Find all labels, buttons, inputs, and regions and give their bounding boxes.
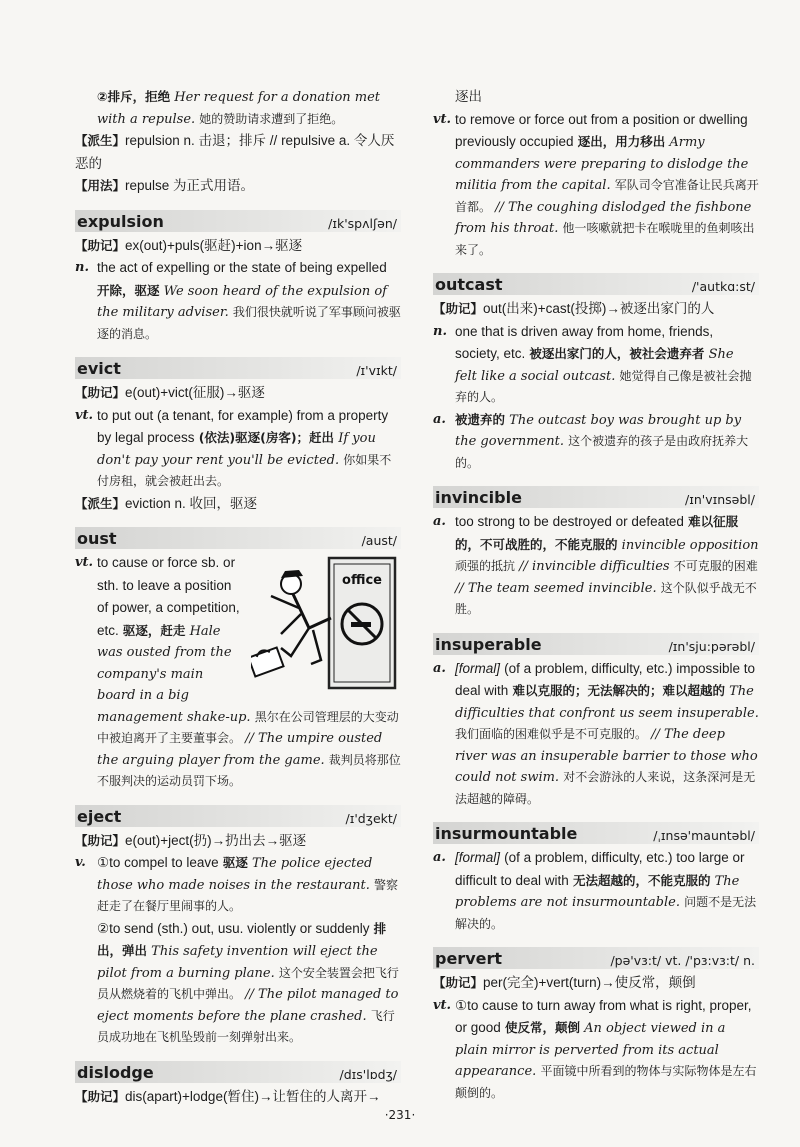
- headword-bar: [433, 273, 759, 295]
- figure-legs-shape: [281, 628, 321, 664]
- derived-text: eviction n. 收回，驱逐: [125, 495, 258, 511]
- right-column: [433, 86, 759, 1116]
- pronunciation: /'autkɑ:st/: [691, 279, 755, 294]
- definition-cn: 难以克服的；无法解决的；难以超越的: [512, 683, 725, 698]
- example-cn: 她的赞助请求遭到了拒绝。: [199, 111, 344, 126]
- headword: insurmountable: [435, 824, 578, 843]
- definition-en: ①to cause to turn away from what is right, proper, or good: [455, 997, 752, 1035]
- example-cn: 军队司令官准备让民兵离开首都。: [455, 178, 759, 214]
- part-of-speech: n.: [433, 323, 447, 339]
- example: The police ejected those who made noises in the restaurant.: [97, 856, 373, 893]
- headword-bar: [75, 1061, 401, 1083]
- part-of-speech: n.: [75, 260, 89, 275]
- pronunciation: /ɪk'spʌlʃən/: [328, 215, 397, 231]
- mnemonic: e(out)+ject(扔)→扔出去→驱逐: [125, 832, 307, 848]
- entry-invincible: [433, 486, 759, 621]
- example-cn: 这个队似乎战无不胜。: [455, 580, 757, 616]
- example: // invincible difficulties: [519, 559, 670, 574]
- definition-cn: 无法超越的，不能克服的: [572, 872, 711, 888]
- headword-bar: [75, 527, 401, 549]
- example: Hale was ousted from the company's main board in a big management shake-up.: [97, 623, 251, 725]
- definition-en: (of a problem, difficulty, etc.) impossible to deal with: [455, 660, 756, 698]
- mnemonic: dis(apart)+lodge(暂住)→让暂住的人离开→: [125, 1088, 381, 1104]
- definition-en: one that is driven away from home, friends, society, etc.: [455, 323, 714, 361]
- definition-cn: 难以征服的，不可战胜的，不能克服的: [455, 514, 739, 552]
- example-cn: 问题不是无法解决的。: [455, 895, 757, 931]
- definition-cn: 使反常，颠倒: [504, 1020, 580, 1035]
- headword-bar: [433, 633, 759, 655]
- example: // The coughing dislodged the fishbone from his throat.: [455, 199, 752, 236]
- part-of-speech: vt.: [433, 111, 452, 127]
- example-cn: 你如果不付房租，就会被赶出去。: [97, 452, 392, 488]
- headword-bar: [433, 486, 759, 508]
- example: The problems are not insurmountable.: [455, 873, 740, 910]
- headword: expulsion: [77, 211, 164, 231]
- definition-cn: (依法)驱逐(房客)；赶出: [198, 430, 335, 445]
- definition-cn: 驱逐: [222, 855, 248, 870]
- pronunciation: /aust/: [361, 533, 397, 548]
- headword: dislodge: [77, 1062, 154, 1082]
- pronunciation: /ˌɪnsə'mauntəbl/: [653, 828, 755, 843]
- pronunciation: /ɪ'vɪkt/: [356, 363, 397, 378]
- part-of-speech: vt.: [75, 407, 94, 423]
- headword: pervert: [435, 949, 503, 968]
- example: This safety invention will eject the pilot from a burning plane.: [97, 944, 378, 981]
- definition-en: to remove or force out from a position or dwelling previously occupied: [455, 111, 748, 149]
- mnemonic: out(出来)+cast(投掷)→被逐出家门的人: [483, 301, 715, 316]
- example: If you don't pay your rent you'll be evicted.: [97, 431, 376, 468]
- office-sign: office: [342, 573, 382, 588]
- example-cn: 裁判员将那位不服判决的运动员罚下场。: [97, 752, 401, 788]
- example-cn: 警察赶走了在餐厅里闹事的人。: [97, 877, 398, 913]
- entry-dislodge: [433, 86, 759, 261]
- entry-insurmountable: [433, 822, 759, 935]
- mnemonic-label: 【助记】: [75, 385, 126, 400]
- example-cn: 我们很快就听说了军事顾问被驱逐的消息。: [97, 305, 401, 341]
- definition-en: the act of expelling or the state of being expelled: [97, 260, 387, 275]
- oust-illustration: [251, 556, 401, 692]
- figure-hat-shape: [281, 570, 303, 578]
- mnemonic-label: 【助记】: [75, 832, 126, 848]
- example: The outcast boy was brought up by the government.: [455, 412, 742, 449]
- register-label: [formal]: [455, 660, 501, 676]
- part-of-speech: v.: [75, 855, 86, 870]
- headword-bar: [75, 357, 401, 379]
- example: // The umpire ousted the arguing player from the game.: [97, 731, 383, 768]
- example-cn: 这个安全装置会把飞行员从燃烧着的飞机中弹出。: [97, 965, 399, 1001]
- definition-cn: 开除，驱逐: [97, 282, 160, 298]
- definition-en: ②to send (sth.) out, usu. violently or suddenly: [97, 920, 370, 936]
- derived-text: repulsion n. 击退；排斥 // repulsive a. 令人厌恶的: [75, 133, 395, 171]
- definition-en: ①to compel to leave: [97, 855, 219, 870]
- example-cn: 平面镜中所看到的物体与实际物体是左右颠倒的。: [455, 1064, 757, 1100]
- definition-en: to cause or force sb. or sth. to leave a position of power, a competition, etc.: [97, 555, 240, 638]
- example-cn: 她觉得自己像是被社会抛弃的人。: [455, 368, 752, 404]
- mnemonic-label: 【助记】: [433, 301, 484, 316]
- mnemonic-label: 【助记】: [75, 237, 126, 253]
- example: She felt like a social outcast.: [455, 347, 734, 384]
- example-cn: 对不会游泳的人来说，这条深河是无法超越的障碍。: [455, 770, 756, 806]
- pronunciation: /ɪn'sju:pərəbl/: [668, 638, 755, 654]
- headword: eject: [77, 806, 122, 826]
- headword-bar: [75, 805, 401, 827]
- page-number: ·231·: [384, 1108, 416, 1122]
- definition-en: (of a problem, difficulty, etc.) too large or difficult to deal with: [455, 850, 745, 888]
- mnemonic-label: 【助记】: [433, 975, 484, 990]
- entry-oust: [75, 527, 401, 793]
- pronunciation: /pə'vɜ:t/ vt. /'pɜ:vɜ:t/ n.: [610, 953, 755, 968]
- example: An object viewed in a plain mirror is perverted from its actual appearance.: [455, 1021, 726, 1079]
- headword: oust: [77, 529, 117, 548]
- headword-bar: [433, 947, 759, 969]
- mnemonic: per(完全)+vert(turn)→使反常，颠倒: [483, 975, 696, 990]
- mnemonic-continuation: 逐出: [455, 89, 482, 104]
- example-cn: 我们面临的困难似乎是不可克服的。: [455, 727, 648, 741]
- pronunciation: /ɪn'vɪnsəbl/: [684, 492, 755, 507]
- pronunciation: /ɪ'dʒekt/: [345, 810, 397, 826]
- definition-cn: 驱逐，赶走: [122, 622, 186, 638]
- example: Her request for a donation met with a repulse.: [97, 90, 381, 127]
- headword: insuperable: [435, 634, 542, 654]
- entry-pervert: [433, 947, 759, 1104]
- sense-cn: ②排斥，拒绝: [97, 89, 171, 104]
- part-of-speech: vt.: [433, 997, 452, 1013]
- derived-label: 【派生】: [75, 495, 126, 511]
- definition-cn: 被遗弃的: [455, 411, 506, 427]
- entry-expulsion: [75, 210, 401, 346]
- entry-repulse-continuation: [75, 86, 401, 198]
- mnemonic: e(out)+vict(征服)→驱逐: [125, 385, 265, 400]
- headword-bar: [433, 822, 759, 844]
- part-of-speech: a.: [433, 514, 446, 529]
- mnemonic: ex(out)+puls(驱赶)+ion→驱逐: [125, 237, 303, 253]
- register-label: [formal]: [455, 850, 501, 865]
- example-cn: 黑尔在公司管理层的大变动中被迫离开了主要董事会。: [97, 709, 399, 745]
- example-cn: 顽强的抵抗: [455, 559, 516, 573]
- part-of-speech: vt.: [75, 555, 94, 570]
- example: // The team seemed invincible.: [455, 580, 657, 596]
- part-of-speech: a.: [433, 850, 446, 865]
- definition-cn: 逐出，用力移出: [577, 134, 666, 149]
- definition-en: too strong to be destroyed or defeated: [455, 514, 684, 529]
- definition-cn: 被逐出家门的人，被社会遗弃者: [529, 346, 705, 361]
- entry-eject: [75, 805, 401, 1049]
- headword: outcast: [435, 275, 503, 294]
- example: Army commanders were preparing to dislodge the militia from the capital.: [455, 135, 749, 193]
- derived-label: 【派生】: [75, 133, 126, 148]
- usage-label: 【用法】: [75, 178, 126, 193]
- cigarette-shape: [351, 622, 371, 627]
- example: The difficulties that confront us seem insuperable.: [455, 684, 759, 721]
- example-cn: 这个被遗弃的孩子是由政府抚养大的。: [455, 434, 749, 470]
- headword-bar: [75, 210, 401, 232]
- figure-body-shape: [293, 594, 331, 628]
- left-column: [75, 86, 401, 1120]
- definition-en: to put out (a tenant, for example) from a property by legal process: [97, 407, 389, 445]
- headword: invincible: [435, 488, 522, 507]
- entry-insuperable: [433, 633, 759, 811]
- example-cn: 飞行员成功地在飞机坠毁前一刻弹射出来。: [97, 1008, 395, 1044]
- example-cn: 不可克服的困难: [673, 559, 758, 573]
- example: invincible opposition: [621, 537, 759, 553]
- headword: evict: [77, 359, 121, 378]
- example: // The deep river was an insuperable barrier to those who could not swim.: [455, 727, 758, 785]
- usage-text: repulse 为正式用语。: [125, 178, 255, 193]
- pronunciation: /dɪs'lɒdʒ/: [339, 1066, 397, 1082]
- entry-evict: [75, 357, 401, 515]
- part-of-speech: a.: [433, 660, 446, 676]
- entry-dislodge-head: [75, 1061, 401, 1109]
- example: We soon heard of the expulsion of the military adviser.: [97, 283, 387, 320]
- mnemonic-label: 【助记】: [75, 1088, 126, 1104]
- part-of-speech: a.: [433, 411, 446, 427]
- entry-outcast: [433, 273, 759, 474]
- definition-cn: 排出，弹出: [97, 920, 387, 958]
- example: // The pilot managed to eject moments before the plane crashed.: [97, 987, 399, 1024]
- example-cn: 他一咳嗽就把卡在喉咙里的鱼刺咳出来了。: [455, 221, 755, 257]
